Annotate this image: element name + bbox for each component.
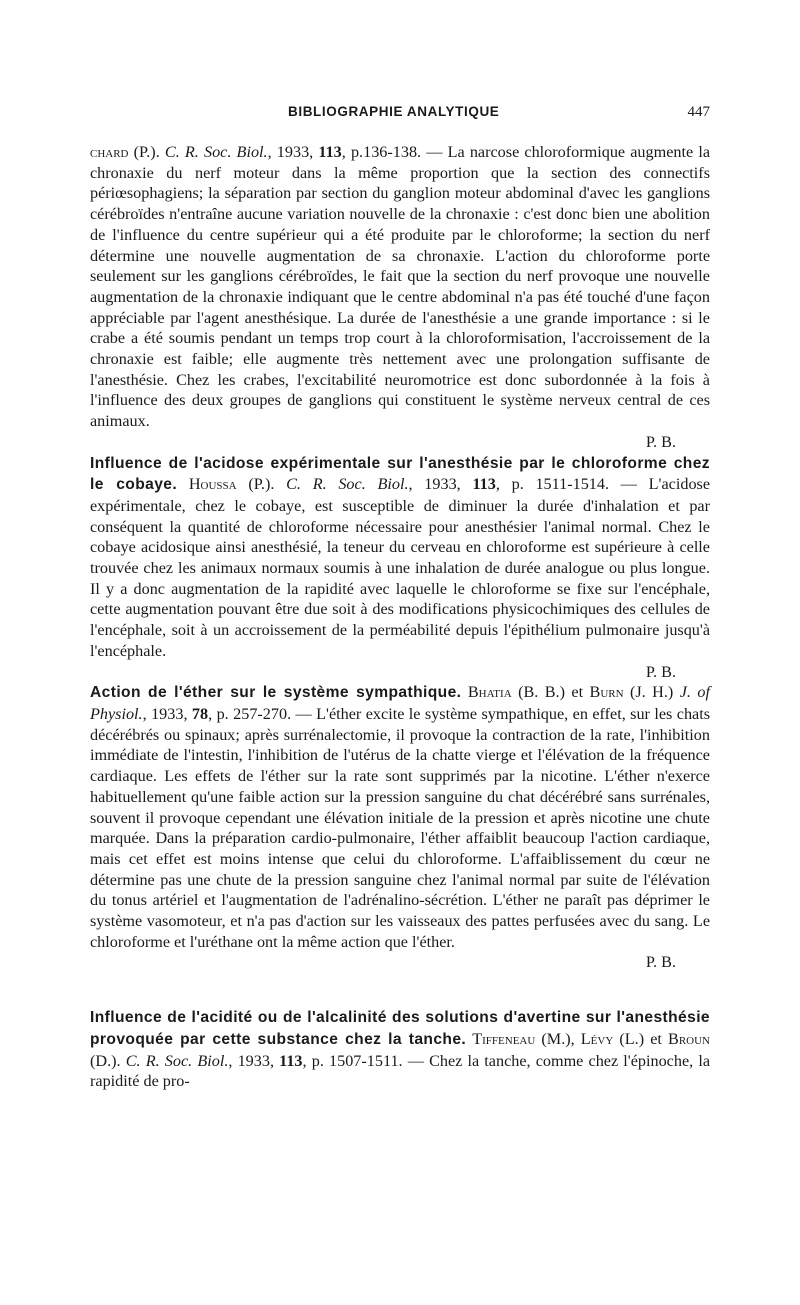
entry-volume: 113 xyxy=(279,1051,303,1070)
entry-author-rest-3: (D.). xyxy=(90,1051,126,1070)
entry-ref-tail: , 1933, xyxy=(408,475,473,494)
entry-signature: P. B. xyxy=(645,432,676,451)
entry-signature: P. B. xyxy=(645,662,676,681)
entry-journal: C. R. Soc. Biol. xyxy=(286,475,409,494)
entry-pages: , p. 257-270. xyxy=(208,705,292,724)
entry-author: Tiffeneau xyxy=(472,1029,536,1048)
entry-body: — L'éther excite le système sympathique, en effet, sur les chats décérébrés ou spinaux; après surrénalectomie, il provoque la contraction de la rate, l'inhibition immédiate de l'intestin, l'inhibition de l'utérus de la chatte vierge et l'élévation de la fréquence cardiaque. Les effets de l'éther sur la rate sont supprimés par la nicotine. L'éther n'exerce habituellement qu'une faible action sur la pression sanguine du chat décérébré sans surrénales, souvent il provoque cependant une élévation initiale de la pression et après nicotine une chute marquée. Dans la préparation cardio-pulmonaire, l'éther affaiblit beaucoup l'action cardiaque, mais cet effet est moins intense que celui du chloroforme. L'affaiblissement du cœur ne détermine pas une chute de la pression sanguine chez l'animal normal par suite de l'élévation du tonus artériel et l'augmentation de l'adrénalino-sécrétion. L'éther ne paraît pas déprimer le système vasomoteur, et n'a pas d'action sur les vaisseaux des pattes perfusées avec du sang. Le chloroforme et l'uréthane ont la même action que l'éther. xyxy=(90,705,711,951)
entry-author-rest: (B. B.) et xyxy=(511,683,590,702)
entry-author-2: Lévy xyxy=(580,1029,614,1048)
entry-author: chard xyxy=(90,143,129,161)
entry-acidose xyxy=(90,453,710,683)
entry-pages: , p.136-138. xyxy=(341,143,422,161)
entry-pages: , p. 1511-1514. xyxy=(495,475,610,494)
entry-title: Action de l'éther sur le système sympathique. xyxy=(90,684,462,702)
entry-volume: 113 xyxy=(318,143,342,161)
entry-volume: 78 xyxy=(191,705,209,724)
entry-citation: (P.). xyxy=(128,143,165,161)
entry-body: — L'acidose expérimentale, chez le cobaye, est susceptible de diminuer la durée d'inhalation et par conséquent la quantité de chloroforme nécessaire pour anesthésier l'animal normal. Chez le cobaye acidosique ainsi anesthésié, la teneur du cerveau en chloroforme est supérieure à celle trouvée chez les animaux normaux soumis à une inhalation de durée analogue ou plus longue. Il y a donc augmentation de la rapidité avec laquelle le chloroforme se fixe sur l'encéphale, cette augmentation pouvant être due soit à des modifications physicochimiques des cellules de l'encéphale, soit à un accroissement de la perméabilité depuis l'épithélium pulmonaire jusqu'à l'encéphale. xyxy=(90,475,711,660)
entry-ref-tail: , 1933, xyxy=(228,1051,280,1070)
entry-author-rest-2: (J. H.) xyxy=(623,683,680,702)
entry-volume: 113 xyxy=(472,475,496,494)
entry-ref-tail: , 1933, xyxy=(267,143,319,161)
entry-author-rest-2: (L.) et xyxy=(613,1029,669,1048)
entry-author-3: Broun xyxy=(668,1029,710,1048)
entry-title: Influence de l'acidose expérimentale sur l'anesthésie par le chloroforme chez le cobaye. xyxy=(90,454,710,494)
entry-author-rest: (P.). xyxy=(236,475,287,494)
entry-author-2: Burn xyxy=(589,683,624,702)
page-number: 447 xyxy=(687,104,710,120)
entry-ref-tail: , 1933, xyxy=(142,705,192,724)
running-title: BIBLIOGRAPHIE ANALYTIQUE xyxy=(288,104,500,119)
entry-signature: P. B. xyxy=(645,953,676,972)
entry-ether xyxy=(90,682,710,973)
entry-author: Houssa xyxy=(188,475,237,494)
entry-author-rest: (M.), xyxy=(535,1029,581,1048)
entry-body: — Chez la tanche, comme chez l'épinoche, la rapidité de pro- xyxy=(90,1051,711,1091)
page-header xyxy=(90,104,710,126)
entry-journal: C. R. Soc. Biol. xyxy=(125,1051,229,1070)
entry-pages: , p. 1507-1511. xyxy=(302,1051,403,1070)
entry-title: Influence de l'acidité ou de l'alcalinité des solutions d'avertine sur l'anesthésie provoquée par cette substance chez la tanche. xyxy=(90,1009,710,1048)
entry-avertine xyxy=(90,1007,710,1092)
entry-author: Bhatia xyxy=(467,683,512,702)
entry-journal: C. R. Soc. Biol. xyxy=(164,143,268,161)
entry-body: — La narcose chloroformique augmente la chronaxie du nerf moteur dans la même proportion que la section des connectifs périœsophagiens; la séparation par section du ganglion moteur abdominal d'avec les ganglions cérébroïdes n'entraîne aucune variation nouvelle de la chronaxie : c'est donc bien une abolition de l'influence du centre supérieur qui a été produite par le chloroforme; la section du nerf détermine une nouvelle augmentation de sa chronaxie. L'action du chloroforme porte seulement sur les ganglions cérébroïdes, le fait que la section du nerf provoque une nouvelle augmentation de la chronaxie indiquant que le centre abdominal n'a pas été touché d'une façon appréciable par l'agent anesthésique. La durée de l'anesthésie a une grande importance : si le crabe a été soumis pendant un temps trop court à la chloroformisation, l'accroissement de la chronaxie est faible; elle augmente très nettement avec une prolongation suffisante de l'anesthésie. Chez les crabes, l'excitabilité neuromotrice est donc subordonnée à la fois à l'influence des deux groupes de ganglions qui constituent le système nerveux central de ces animaux. xyxy=(90,143,711,431)
page-body xyxy=(90,142,710,1092)
entry-continuation xyxy=(90,142,710,453)
entry-journal: J. of Physiol. xyxy=(90,683,710,724)
